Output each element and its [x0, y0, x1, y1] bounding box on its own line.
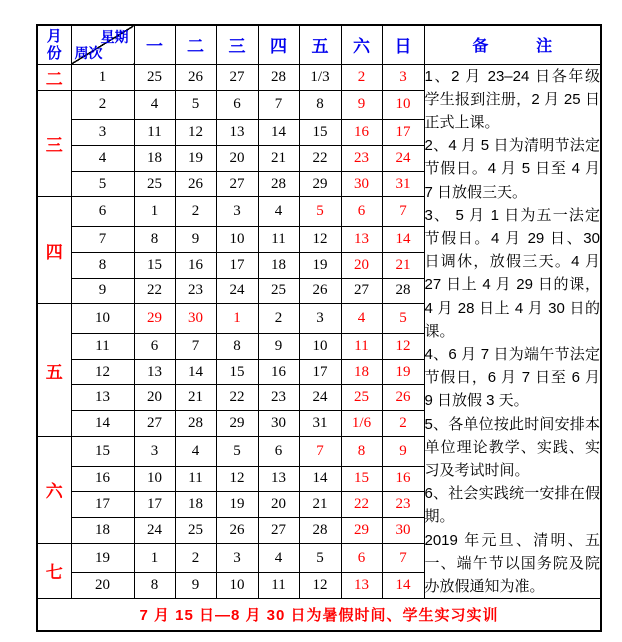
day-header-sun: 日 — [382, 25, 424, 64]
week-number-cell: 4 — [71, 145, 134, 171]
day-cell: 29 — [299, 171, 341, 197]
day-cell: 3 — [134, 436, 175, 466]
day-cell: 5 — [175, 90, 216, 120]
month-header-line1: 月 — [46, 27, 62, 45]
day-cell: 25 — [258, 278, 299, 304]
week-number-cell: 10 — [71, 304, 134, 334]
week-diagonal-header — [71, 25, 134, 64]
day-cell: 14 — [382, 227, 424, 253]
day-cell: 1 — [134, 197, 175, 227]
day-cell: 3 — [382, 64, 424, 90]
day-cell: 19 — [299, 252, 341, 278]
day-header-tue: 二 — [175, 25, 216, 64]
day-cell: 28 — [258, 171, 299, 197]
remark-paragraph: 1、2 月 23–24 日各年级学生报到注册，2 月 25 日正式上课。 — [424, 67, 600, 131]
remarks-cell — [424, 64, 601, 599]
academic-calendar — [36, 24, 602, 632]
day-cell: 7 — [382, 197, 424, 227]
day-cell: 23 — [175, 278, 216, 304]
week-number-cell: 11 — [71, 333, 134, 359]
day-cell: 20 — [341, 252, 382, 278]
day-cell: 3 — [216, 197, 258, 227]
week-number-cell: 19 — [71, 543, 134, 573]
day-cell: 16 — [175, 252, 216, 278]
day-cell: 22 — [299, 145, 341, 171]
day-cell: 17 — [382, 120, 424, 146]
month-cell: 七 — [37, 543, 71, 598]
day-cell: 15 — [216, 359, 258, 385]
day-header-thu: 四 — [258, 25, 299, 64]
day-cell: 29 — [216, 411, 258, 437]
day-cell: 14 — [175, 359, 216, 385]
day-cell: 18 — [175, 492, 216, 518]
day-cell: 17 — [216, 252, 258, 278]
day-cell: 31 — [382, 171, 424, 197]
day-cell: 3 — [216, 543, 258, 573]
day-cell: 12 — [382, 333, 424, 359]
week-number-cell: 2 — [71, 90, 134, 120]
week-number-cell: 15 — [71, 436, 134, 466]
day-cell: 9 — [175, 227, 216, 253]
day-cell: 5 — [299, 197, 341, 227]
month-cell: 四 — [37, 197, 71, 304]
month-cell: 二 — [37, 64, 71, 90]
day-header-sat: 六 — [341, 25, 382, 64]
remark-paragraph: 3、 5 月 1 日为五一法定节假日。4 月 29 日、30 日调休，放假三天。4 月 27 日上 4 月 29 日的课，4 月 28 日上 4 月 30 日的课。 — [424, 206, 600, 340]
day-cell: 28 — [175, 411, 216, 437]
day-cell: 27 — [216, 64, 258, 90]
day-cell: 16 — [341, 120, 382, 146]
day-cell: 23 — [258, 385, 299, 411]
day-cell: 4 — [175, 436, 216, 466]
day-cell: 13 — [258, 466, 299, 492]
day-cell: 16 — [258, 359, 299, 385]
day-cell: 22 — [134, 278, 175, 304]
day-cell: 16 — [382, 466, 424, 492]
day-cell: 12 — [175, 120, 216, 146]
week-number-cell: 9 — [71, 278, 134, 304]
day-cell: 9 — [258, 333, 299, 359]
day-cell: 1 — [216, 304, 258, 334]
day-cell: 11 — [341, 333, 382, 359]
summer-vacation-note: 7 月 15 日—8 月 30 日为暑假时间、学生实习实训 — [37, 599, 601, 631]
week-number-cell: 6 — [71, 197, 134, 227]
remarks-header-char-right: 注 — [536, 38, 553, 56]
day-cell: 17 — [134, 492, 175, 518]
day-cell: 10 — [299, 333, 341, 359]
day-cell: 2 — [258, 304, 299, 334]
day-cell: 12 — [299, 227, 341, 253]
day-cell: 14 — [258, 120, 299, 146]
day-cell: 8 — [134, 573, 175, 599]
month-cell: 五 — [37, 304, 71, 437]
day-cell: 11 — [175, 466, 216, 492]
day-cell: 3 — [299, 304, 341, 334]
week-number-cell: 13 — [71, 385, 134, 411]
week-number-cell: 18 — [71, 518, 134, 544]
day-cell: 20 — [258, 492, 299, 518]
day-cell: 4 — [341, 304, 382, 334]
day-cell: 20 — [216, 145, 258, 171]
week-number-cell: 7 — [71, 227, 134, 253]
day-cell: 26 — [175, 64, 216, 90]
week-header-top-label: 星期 — [100, 29, 129, 45]
remark-paragraph: 2、4 月 5 日为清明节法定节假日。4 月 5 日至 4 月 7 日放假三天。 — [424, 137, 600, 201]
day-cell: 25 — [175, 518, 216, 544]
day-header-wed: 三 — [216, 25, 258, 64]
day-cell: 31 — [299, 411, 341, 437]
day-cell: 23 — [382, 492, 424, 518]
day-cell: 11 — [258, 227, 299, 253]
day-cell: 25 — [134, 171, 175, 197]
day-cell: 21 — [175, 385, 216, 411]
day-cell: 21 — [258, 145, 299, 171]
day-cell: 1/3 — [299, 64, 341, 90]
day-cell: 7 — [258, 90, 299, 120]
day-cell: 24 — [216, 278, 258, 304]
week-number-cell: 1 — [71, 64, 134, 90]
day-cell: 27 — [258, 518, 299, 544]
day-cell: 30 — [175, 304, 216, 334]
day-cell: 8 — [134, 227, 175, 253]
day-cell: 4 — [258, 543, 299, 573]
day-cell: 21 — [299, 492, 341, 518]
day-cell: 13 — [134, 359, 175, 385]
day-cell: 5 — [299, 543, 341, 573]
day-header-mon: 一 — [134, 25, 175, 64]
day-cell: 26 — [299, 278, 341, 304]
day-cell: 29 — [341, 518, 382, 544]
day-cell: 2 — [382, 411, 424, 437]
day-cell: 15 — [134, 252, 175, 278]
remarks-column-header — [424, 25, 601, 64]
day-cell: 22 — [216, 385, 258, 411]
day-cell: 13 — [341, 227, 382, 253]
day-cell: 20 — [134, 385, 175, 411]
day-cell: 18 — [341, 359, 382, 385]
remark-paragraph: 5、各单位按此时间安排本单位理论教学、实践、实习及考试时间。 — [424, 415, 600, 479]
day-header-fri: 五 — [299, 25, 341, 64]
day-cell: 7 — [175, 333, 216, 359]
day-cell: 21 — [382, 252, 424, 278]
day-cell: 24 — [382, 145, 424, 171]
day-cell: 24 — [299, 385, 341, 411]
week-number-cell: 16 — [71, 466, 134, 492]
week-row — [37, 64, 601, 90]
day-cell: 2 — [341, 64, 382, 90]
day-cell: 17 — [299, 359, 341, 385]
header-row — [37, 25, 601, 64]
day-cell: 4 — [134, 90, 175, 120]
remark-paragraph: 6、社会实践统一安排在假期。 — [424, 485, 600, 526]
week-number-cell: 12 — [71, 359, 134, 385]
day-cell: 14 — [299, 466, 341, 492]
month-cell: 三 — [37, 90, 71, 197]
day-cell: 27 — [341, 278, 382, 304]
day-cell: 8 — [341, 436, 382, 466]
day-cell: 10 — [216, 573, 258, 599]
day-cell: 8 — [299, 90, 341, 120]
day-cell: 8 — [216, 333, 258, 359]
day-cell: 6 — [341, 543, 382, 573]
day-cell: 6 — [216, 90, 258, 120]
day-cell: 26 — [382, 385, 424, 411]
day-cell: 30 — [258, 411, 299, 437]
day-cell: 10 — [134, 466, 175, 492]
week-number-cell: 20 — [71, 573, 134, 599]
day-cell: 11 — [258, 573, 299, 599]
day-cell: 26 — [216, 518, 258, 544]
day-cell: 14 — [382, 573, 424, 599]
day-cell: 10 — [382, 90, 424, 120]
day-cell: 2 — [175, 197, 216, 227]
day-cell: 28 — [299, 518, 341, 544]
day-cell: 1/6 — [341, 411, 382, 437]
month-cell: 六 — [37, 436, 71, 543]
footer-row — [37, 599, 601, 631]
academic-calendar-table — [36, 24, 602, 632]
day-cell: 12 — [299, 573, 341, 599]
day-cell: 15 — [341, 466, 382, 492]
day-cell: 25 — [341, 385, 382, 411]
week-number-cell: 3 — [71, 120, 134, 146]
day-cell: 28 — [382, 278, 424, 304]
day-cell: 6 — [258, 436, 299, 466]
day-cell: 24 — [134, 518, 175, 544]
day-cell: 19 — [382, 359, 424, 385]
day-cell: 18 — [258, 252, 299, 278]
day-cell: 5 — [382, 304, 424, 334]
day-cell: 9 — [175, 573, 216, 599]
day-cell: 23 — [341, 145, 382, 171]
day-cell: 22 — [341, 492, 382, 518]
day-cell: 19 — [216, 492, 258, 518]
calendar-body — [37, 64, 601, 599]
day-cell: 13 — [341, 573, 382, 599]
day-cell: 12 — [216, 466, 258, 492]
day-cell: 25 — [134, 64, 175, 90]
remarks-header-char-left: 备 — [472, 38, 489, 56]
month-header-line2: 份 — [46, 44, 62, 62]
day-cell: 7 — [382, 543, 424, 573]
day-cell: 2 — [175, 543, 216, 573]
day-cell: 6 — [134, 333, 175, 359]
day-cell: 13 — [216, 120, 258, 146]
day-cell: 9 — [341, 90, 382, 120]
remark-paragraph: 4、6 月 7 日为端午节法定节假日，6 月 7 日至 6 月 9 日放假 3 天。 — [424, 345, 600, 410]
week-number-cell: 17 — [71, 492, 134, 518]
day-cell: 19 — [175, 145, 216, 171]
day-cell: 29 — [134, 304, 175, 334]
week-number-cell: 14 — [71, 411, 134, 437]
remark-paragraph: 2019 年元旦、清明、五一、端午节以国务院及院办放假通知为准。 — [424, 531, 600, 595]
day-cell: 18 — [134, 145, 175, 171]
day-cell: 5 — [216, 436, 258, 466]
week-header-bottom-label: 周次 — [74, 44, 103, 61]
day-cell: 30 — [382, 518, 424, 544]
day-cell: 30 — [341, 171, 382, 197]
day-cell: 1 — [134, 543, 175, 573]
day-cell: 11 — [134, 120, 175, 146]
day-cell: 27 — [216, 171, 258, 197]
week-number-cell: 5 — [71, 171, 134, 197]
day-cell: 15 — [299, 120, 341, 146]
day-cell: 28 — [258, 64, 299, 90]
month-column-header — [37, 25, 71, 64]
day-cell: 9 — [382, 436, 424, 466]
day-cell: 10 — [216, 227, 258, 253]
day-cell: 7 — [299, 436, 341, 466]
week-number-cell: 8 — [71, 252, 134, 278]
day-cell: 6 — [341, 197, 382, 227]
day-cell: 26 — [175, 171, 216, 197]
day-cell: 27 — [134, 411, 175, 437]
day-cell: 4 — [258, 197, 299, 227]
